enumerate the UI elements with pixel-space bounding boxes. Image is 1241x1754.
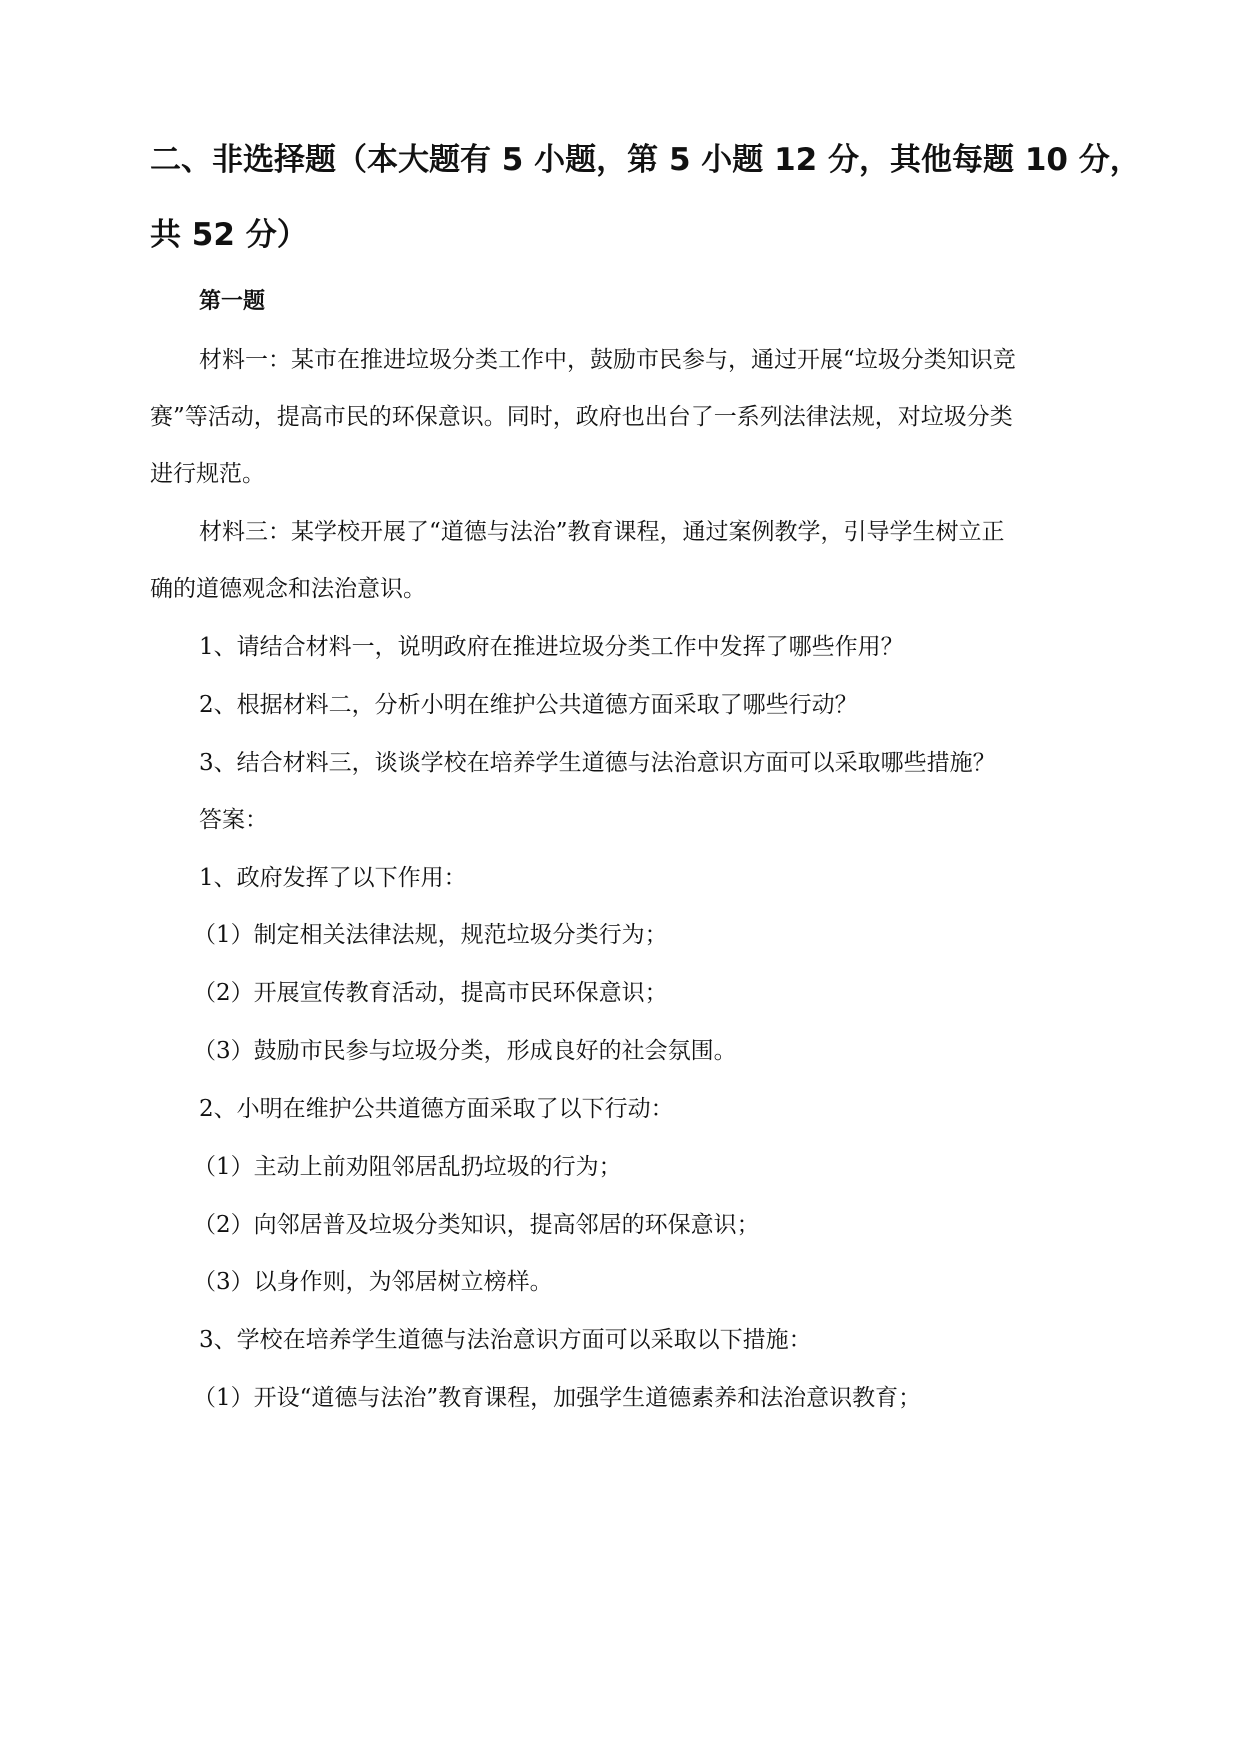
question-item-3: 3、结合材料三，谈谈学校在培养学生道德与法治意识方面可以采取哪些措施？ [199, 750, 996, 776]
material-three-line-1: 材料三：某学校开展了“道德与法治”教育课程，通过案例教学，引导学生树立正 [199, 519, 1005, 545]
answer-label: 答案： [199, 807, 268, 833]
answer-2-lead: 2、小明在维护公共道德方面采取了以下行动： [199, 1096, 674, 1122]
answer-1-item-2: （2）开展宣传教育活动，提高市民环保意识； [193, 980, 668, 1006]
material-one-line-3: 进行规范。 [150, 461, 265, 487]
answer-1-lead: 1、政府发挥了以下作用： [199, 865, 467, 891]
answer-3-lead: 3、学校在培养学生道德与法治意识方面可以采取以下措施： [199, 1327, 812, 1353]
material-one-line-1: 材料一：某市在推进垃圾分类工作中，鼓励市民参与，通过开展“垃圾分类知识竞 [199, 347, 1016, 373]
answer-2-item-2: （2）向邻居普及垃圾分类知识，提高邻居的环保意识； [193, 1212, 760, 1238]
question-item-1: 1、请结合材料一，说明政府在推进垃圾分类工作中发挥了哪些作用？ [199, 634, 904, 660]
material-three-line-2: 确的道德观念和法治意识。 [150, 576, 426, 602]
answer-1-item-1: （1）制定相关法律法规，规范垃圾分类行为； [193, 922, 668, 948]
question-label: 第一题 [199, 289, 266, 314]
section-title-line-1: 二、非选择题（本大题有 5 小题，第 5 小题 12 分，其他每题 10 分， [150, 142, 1141, 178]
answer-2-item-3: （3）以身作则，为邻居树立榜样。 [193, 1269, 553, 1295]
material-one-line-2: 赛”等活动，提高市民的环保意识。同时，政府也出台了一系列法律法规，对垃圾分类 [150, 404, 1013, 430]
answer-3-item-1: （1）开设“道德与法治”教育课程，加强学生道德素养和法治意识教育； [193, 1385, 922, 1411]
question-item-2: 2、根据材料二，分析小明在维护公共道德方面采取了哪些行动？ [199, 692, 858, 718]
answer-1-item-3: （3）鼓励市民参与垃圾分类，形成良好的社会氛围。 [193, 1038, 737, 1064]
answer-2-item-1: （1）主动上前劝阻邻居乱扔垃圾的行为； [193, 1154, 622, 1180]
section-title-line-2: 共 52 分） [150, 217, 308, 253]
